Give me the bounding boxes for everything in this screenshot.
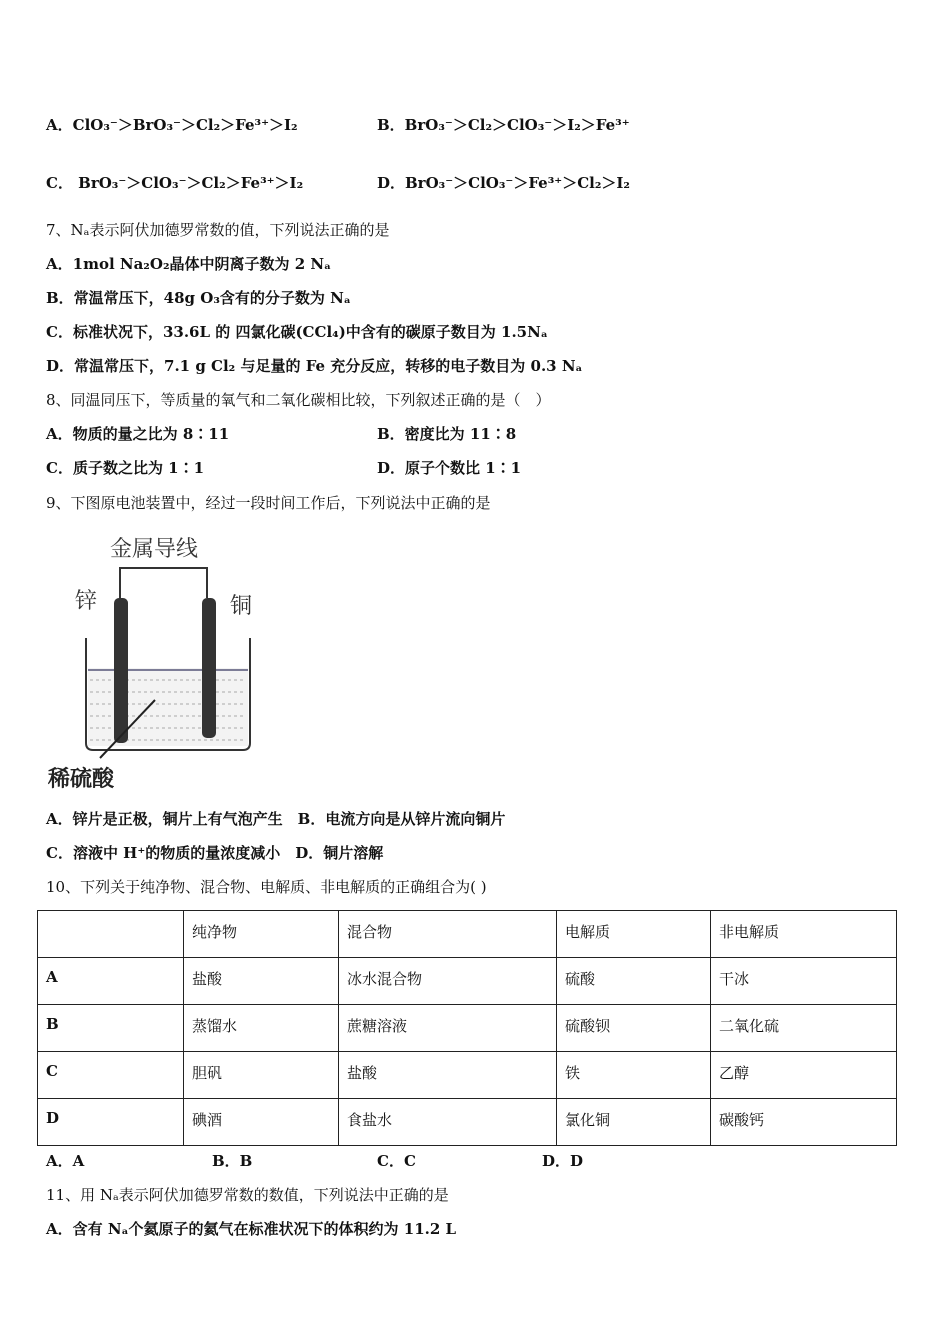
table-cell: 碳酸钙	[711, 1099, 897, 1146]
copper-label: 铜	[230, 594, 253, 619]
table-cell: 蔗糖溶液	[339, 1005, 557, 1052]
galvanic-cell-figure	[40, 528, 260, 793]
q9-stem: 9、下图原电池装置中，经过一段时间工作后，下列说法中正确的是	[46, 494, 491, 512]
q10-option-b: B．B	[212, 1152, 253, 1170]
q7-option-c: C．标准状况下，33.6L 的 四氯化碳(CCl₄)中含有的碳原子数目为 1.5Nₐ	[46, 323, 548, 341]
q7-option-b: B．常温常压下，48g O₃含有的分子数为 Nₐ	[46, 289, 351, 307]
q11-stem: 11、用 Nₐ表示阿伏加德罗常数的数值，下列说法中正确的是	[46, 1186, 449, 1204]
header-cell: 混合物	[339, 911, 557, 958]
table-cell: B	[38, 1005, 184, 1052]
table-cell: 盐酸	[184, 958, 339, 1005]
q10-option-d: D．D	[542, 1152, 584, 1170]
q6-option-a: A．ClO₃⁻＞BrO₃⁻＞Cl₂＞Fe³⁺＞I₂	[46, 116, 298, 134]
table-row	[38, 1052, 897, 1099]
q9-option-ab: A．锌片是正极，铜片上有气泡产生 B．电流方向是从锌片流向铜片	[46, 810, 506, 828]
table-cell: 食盐水	[339, 1099, 557, 1146]
table-cell: A	[38, 958, 184, 1005]
q7-option-d: D．常温常压下，7.1 g Cl₂ 与足量的 Fe 充分反应，转移的电子数目为 0.3 Nₐ	[46, 357, 583, 375]
table-cell: 胆矾	[184, 1052, 339, 1099]
table-cell: 冰水混合物	[339, 958, 557, 1005]
zinc-label: 锌	[75, 589, 98, 614]
q8-option-b: B．密度比为 11∶8	[377, 425, 517, 443]
q10-table	[37, 910, 897, 1146]
table-header-row	[38, 911, 897, 958]
table-cell: 蒸馏水	[184, 1005, 339, 1052]
table-cell: 碘酒	[184, 1099, 339, 1146]
header-cell: 纯净物	[184, 911, 339, 958]
q8-option-c: C．质子数之比为 1∶1	[46, 459, 205, 477]
copper-electrode	[202, 598, 216, 738]
table-cell: 干冰	[711, 958, 897, 1005]
header-cell: 非电解质	[711, 911, 897, 958]
q11-option-a: A．含有 Nₐ个氦原子的氦气在标准状况下的体积约为 11.2 L	[46, 1220, 457, 1238]
table-row	[38, 1005, 897, 1052]
table-cell: 铁	[557, 1052, 711, 1099]
q7-stem: 7、Nₐ表示阿伏加德罗常数的值，下列说法正确的是	[46, 221, 390, 239]
q6-option-b: B．BrO₃⁻＞Cl₂＞ClO₃⁻＞I₂＞Fe³⁺	[377, 116, 630, 134]
solution-label: 稀硫酸	[48, 766, 115, 792]
q10-stem: 10、下列关于纯净物、混合物、电解质、非电解质的正确组合为( )	[46, 878, 487, 896]
q6-option-d: D．BrO₃⁻＞ClO₃⁻＞Fe³⁺＞Cl₂＞I₂	[377, 174, 630, 192]
q9-option-cd: C．溶液中 H⁺的物质的量浓度减小 D．铜片溶解	[46, 844, 384, 862]
table-cell: 氯化铜	[557, 1099, 711, 1146]
table-cell: D	[38, 1099, 184, 1146]
table-cell: 乙醇	[711, 1052, 897, 1099]
table-cell: 硫酸	[557, 958, 711, 1005]
q7-option-a: A．1mol Na₂O₂晶体中阴离子数为 2 Nₐ	[46, 255, 332, 273]
q8-option-a: A．物质的量之比为 8∶11	[46, 425, 230, 443]
q10-option-a: A．A	[46, 1152, 85, 1170]
header-cell: 电解质	[557, 911, 711, 958]
wire-label: 金属导线	[110, 537, 199, 562]
q8-stem: 8、同温同压下，等质量的氧气和二氧化碳相比较，下列叙述正确的是（ ）	[46, 391, 551, 409]
header-cell	[38, 911, 184, 958]
table-cell: 二氧化硫	[711, 1005, 897, 1052]
q10-option-c: C．C	[377, 1152, 416, 1170]
zinc-electrode	[114, 598, 128, 743]
table-cell: C	[38, 1052, 184, 1099]
q8-option-d: D．原子个数比 1∶1	[377, 459, 522, 477]
table-cell: 硫酸钡	[557, 1005, 711, 1052]
table-row	[38, 1099, 897, 1146]
table-row	[38, 958, 897, 1005]
q6-option-c: C． BrO₃⁻＞ClO₃⁻＞Cl₂＞Fe³⁺＞I₂	[46, 174, 304, 192]
table-cell: 盐酸	[339, 1052, 557, 1099]
